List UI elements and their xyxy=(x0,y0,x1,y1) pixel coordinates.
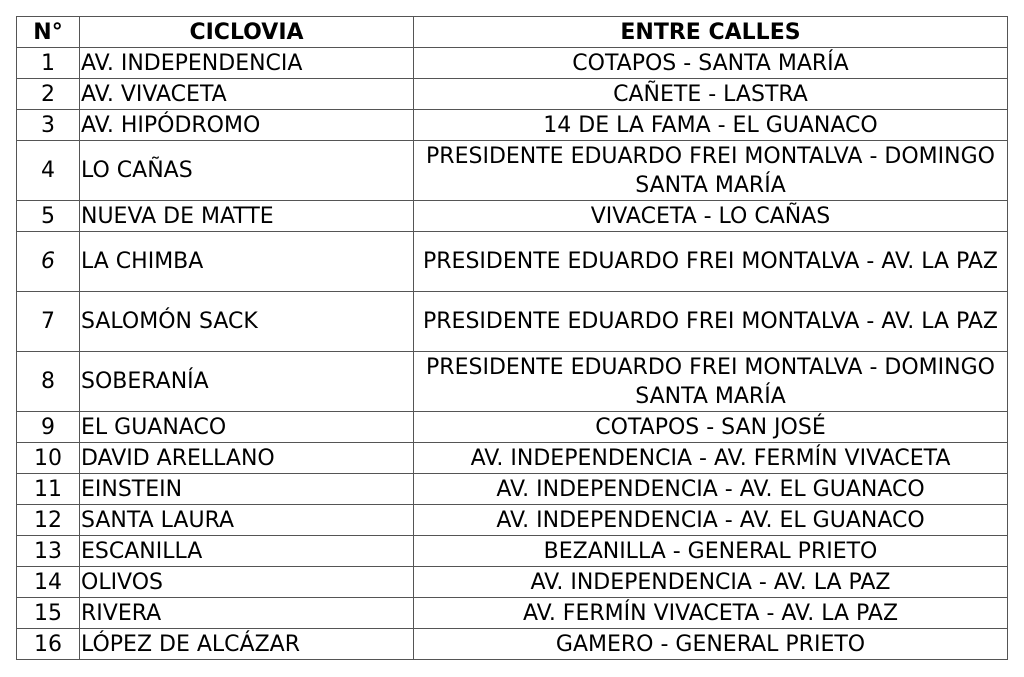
table-row xyxy=(17,110,1008,141)
row-number: 2 xyxy=(17,79,80,110)
row-bikeway: AV. INDEPENDENCIA xyxy=(80,48,414,79)
row-between-streets: PRESIDENTE EDUARDO FREI MONTALVA - DOMINGO SANTA MARÍA xyxy=(414,352,1008,412)
row-between-streets: COTAPOS - SAN JOSÉ xyxy=(414,412,1008,443)
row-between-streets: COTAPOS - SANTA MARÍA xyxy=(414,48,1008,79)
row-bikeway: SALOMÓN SACK xyxy=(80,292,414,352)
table-row xyxy=(17,48,1008,79)
header-bikeway: CICLOVIA xyxy=(80,17,414,48)
row-number: 16 xyxy=(17,629,80,660)
row-bikeway: LO CAÑAS xyxy=(80,141,414,201)
row-bikeway: SANTA LAURA xyxy=(80,505,414,536)
row-bikeway: ESCANILLA xyxy=(80,536,414,567)
row-bikeway: NUEVA DE MATTE xyxy=(80,201,414,232)
table-row xyxy=(17,292,1008,352)
row-between-streets: PRESIDENTE EDUARDO FREI MONTALVA - DOMINGO SANTA MARÍA xyxy=(414,141,1008,201)
table-row xyxy=(17,201,1008,232)
row-bikeway: SOBERANÍA xyxy=(80,352,414,412)
table-row xyxy=(17,536,1008,567)
row-between-streets: 14 DE LA FAMA - EL GUANACO xyxy=(414,110,1008,141)
row-bikeway: OLIVOS xyxy=(80,567,414,598)
row-number: 9 xyxy=(17,412,80,443)
row-between-streets: AV. FERMÍN VIVACETA - AV. LA PAZ xyxy=(414,598,1008,629)
table-row xyxy=(17,141,1008,201)
table-row xyxy=(17,232,1008,292)
row-between-streets: AV. INDEPENDENCIA - AV. EL GUANACO xyxy=(414,505,1008,536)
row-bikeway: EL GUANACO xyxy=(80,412,414,443)
row-number: 14 xyxy=(17,567,80,598)
row-number: 3 xyxy=(17,110,80,141)
row-bikeway: AV. VIVACETA xyxy=(80,79,414,110)
row-between-streets: PRESIDENTE EDUARDO FREI MONTALVA - AV. LA PAZ xyxy=(414,292,1008,352)
row-between-streets: PRESIDENTE EDUARDO FREI MONTALVA - AV. LA PAZ xyxy=(414,232,1008,292)
table-row xyxy=(17,567,1008,598)
row-number: 4 xyxy=(17,141,80,201)
row-number: 13 xyxy=(17,536,80,567)
row-bikeway: AV. HIPÓDROMO xyxy=(80,110,414,141)
table-row xyxy=(17,352,1008,412)
row-between-streets: BEZANILLA - GENERAL PRIETO xyxy=(414,536,1008,567)
row-between-streets: VIVACETA - LO CAÑAS xyxy=(414,201,1008,232)
row-between-streets: GAMERO - GENERAL PRIETO xyxy=(414,629,1008,660)
table-row xyxy=(17,474,1008,505)
row-bikeway: RIVERA xyxy=(80,598,414,629)
row-number: 7 xyxy=(17,292,80,352)
row-number: 1 xyxy=(17,48,80,79)
bikeway-table xyxy=(16,16,1008,660)
row-between-streets: AV. INDEPENDENCIA - AV. FERMÍN VIVACETA xyxy=(414,443,1008,474)
row-number: 15 xyxy=(17,598,80,629)
table-row xyxy=(17,412,1008,443)
row-bikeway: DAVID ARELLANO xyxy=(80,443,414,474)
row-between-streets: CAÑETE - LASTRA xyxy=(414,79,1008,110)
row-bikeway: LA CHIMBA xyxy=(80,232,414,292)
header-number: N° xyxy=(17,17,80,48)
row-bikeway: LÓPEZ DE ALCÁZAR xyxy=(80,629,414,660)
table-row xyxy=(17,79,1008,110)
row-bikeway: EINSTEIN xyxy=(80,474,414,505)
table-row xyxy=(17,598,1008,629)
row-between-streets: AV. INDEPENDENCIA - AV. EL GUANACO xyxy=(414,474,1008,505)
row-number: 6 xyxy=(17,232,80,292)
row-number: 8 xyxy=(17,352,80,412)
row-between-streets: AV. INDEPENDENCIA - AV. LA PAZ xyxy=(414,567,1008,598)
row-number: 10 xyxy=(17,443,80,474)
table-row xyxy=(17,629,1008,660)
row-number: 11 xyxy=(17,474,80,505)
row-number: 12 xyxy=(17,505,80,536)
table-row xyxy=(17,505,1008,536)
header-row xyxy=(17,17,1008,48)
table-row xyxy=(17,443,1008,474)
header-between-streets: ENTRE CALLES xyxy=(414,17,1008,48)
row-number: 5 xyxy=(17,201,80,232)
